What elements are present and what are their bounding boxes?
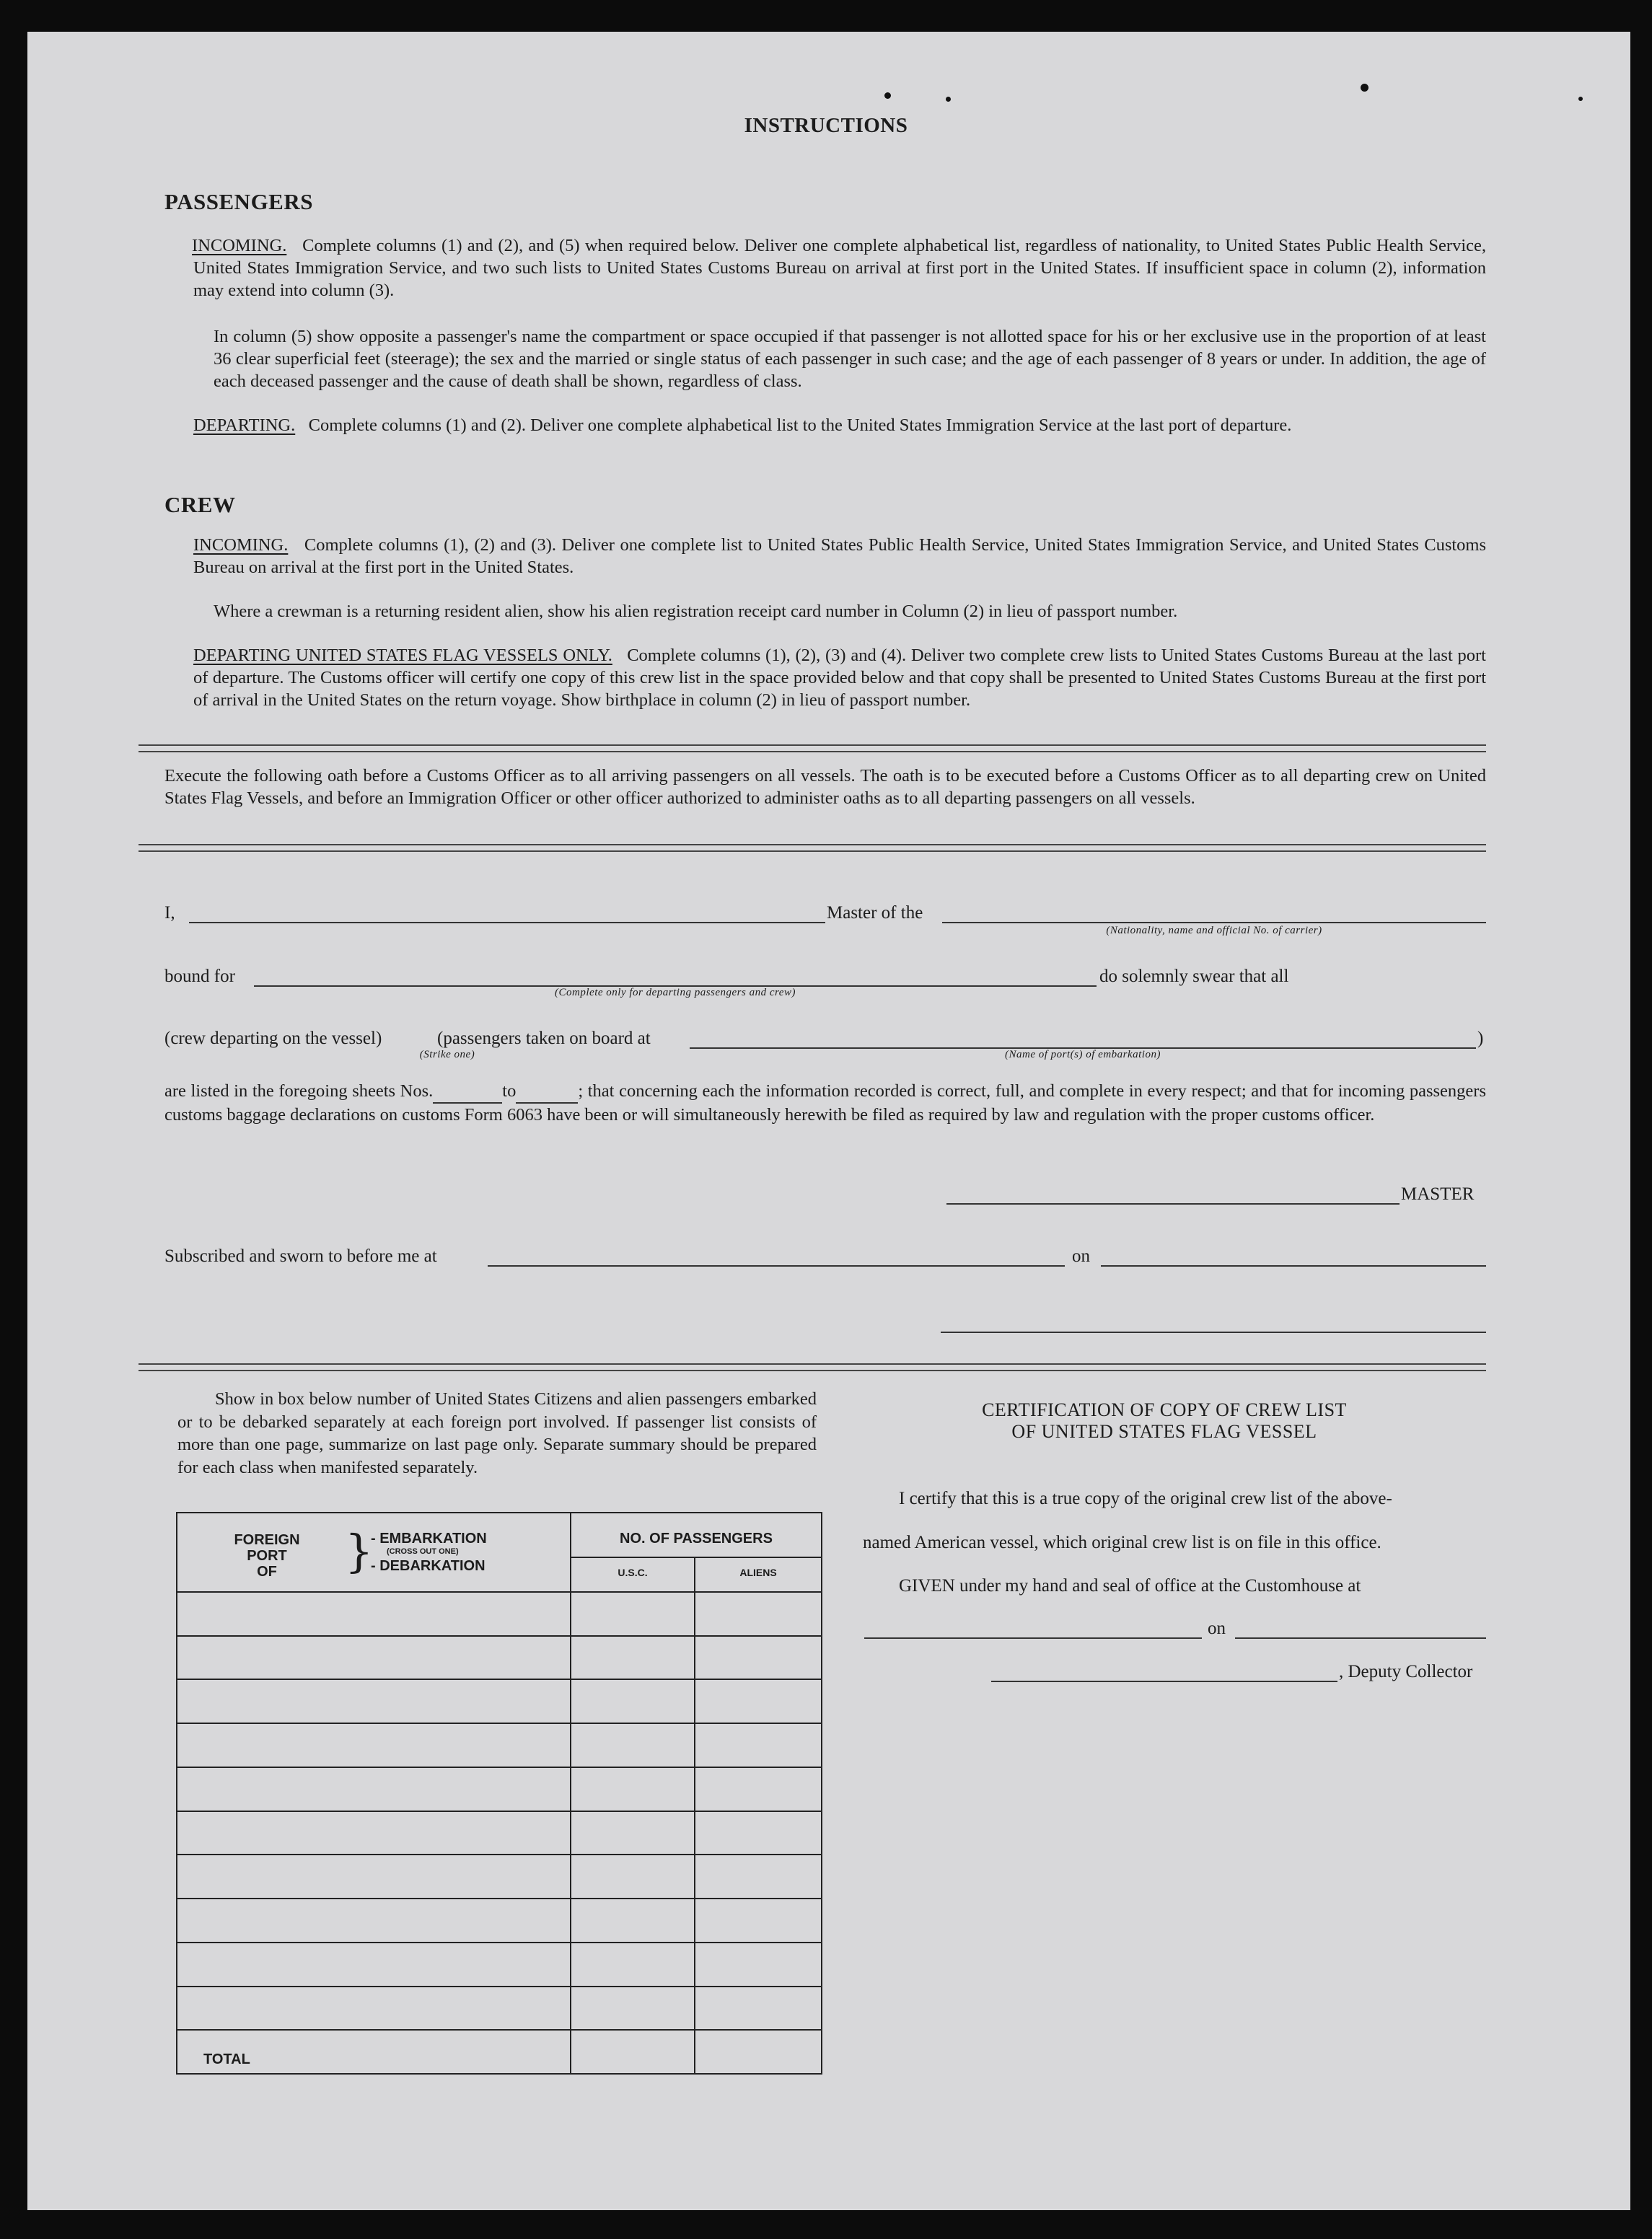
port-caption: (Name of port(s) of embarkation): [1005, 1049, 1161, 1060]
header-divider: [571, 1557, 821, 1558]
master-label: MASTER: [1401, 1184, 1475, 1204]
solemnly-swear-label: do solemnly swear that all: [1099, 967, 1289, 986]
scan-speck: [1578, 97, 1583, 101]
certification-title-line: OF UNITED STATES FLAG VESSEL: [1011, 1421, 1317, 1442]
column-divider: [570, 1513, 571, 2073]
usc-header: U.S.C.: [618, 1567, 648, 1578]
table-row[interactable]: [177, 1767, 821, 1768]
sheets-paragraph: [164, 1080, 1486, 1126]
bound-for-label: bound for: [164, 967, 235, 986]
deputy-collector-signature[interactable]: [991, 1681, 1337, 1682]
section-divider: [139, 744, 1486, 752]
passengers-incoming-text: Complete columns (1) and (2), and (5) when required below. Deliver one complete alphabetical list, regardless of nationality, to United States Public Health Service, United States Immigration Service, and two such lists to United States Customs Bureau on arrival at first port in the United States. If insufficient space in column (2), information may extend into column (3).: [193, 236, 1487, 300]
nationality-caption: (Nationality, name and official No. of carrier): [1106, 925, 1322, 936]
complete-only-caption: (Complete only for departing passengers and crew): [555, 987, 796, 998]
section-divider: [139, 844, 1486, 852]
table-row[interactable]: [177, 1854, 821, 1855]
certify-line-2: named American vessel, which original crew list is on file in this office.: [863, 1533, 1381, 1552]
crew-incoming-paragraph: [193, 534, 1486, 579]
subscribed-label: Subscribed and sworn to before me at: [164, 1246, 437, 1266]
certification-title: [843, 1399, 1486, 1443]
strike-one-caption: (Strike one): [419, 1049, 475, 1060]
close-paren: ): [1477, 1029, 1484, 1048]
sheets-to-label: to: [502, 1081, 517, 1101]
scan-speck: [946, 97, 951, 102]
officer-signature-field[interactable]: [941, 1332, 1486, 1333]
crew-departing-label: DEPARTING UNITED STATES FLAG VESSELS ONLY.: [193, 646, 612, 665]
aliens-header: ALIENS: [739, 1567, 777, 1578]
passengers-departing-text: Complete columns (1) and (2). Deliver one complete alphabetical list to the United States Immigration Service at the last port of departure.: [308, 415, 1292, 435]
table-row[interactable]: [177, 1986, 821, 1987]
crew-departing-option[interactable]: (crew departing on the vessel): [164, 1029, 382, 1048]
given-line: GIVEN under my hand and seal of office at the Customhouse at: [899, 1576, 1361, 1596]
certify-line-1: I certify that this is a true copy of the original crew list of the above-: [899, 1489, 1392, 1508]
page-title: INSTRUCTIONS: [744, 114, 908, 137]
table-row[interactable]: [177, 1898, 821, 1899]
foreign-port-line: OF: [257, 1564, 277, 1580]
master-signature-field[interactable]: [946, 1203, 1400, 1205]
sworn-on-label: on: [1072, 1246, 1090, 1266]
master-name-field[interactable]: [189, 922, 825, 923]
oath-i-label: I,: [164, 903, 175, 923]
deputy-collector-label: , Deputy Collector: [1339, 1662, 1473, 1681]
passengers-departing-label: DEPARTING.: [193, 415, 296, 435]
crew-alien-paragraph: Where a crewman is a returning resident alien, show his alien registration receipt card number in Column (2) in lieu of passport number.: [214, 602, 1178, 621]
sworn-date-field[interactable]: [1101, 1265, 1486, 1267]
sheet-from-field[interactable]: [433, 1080, 502, 1104]
debarkation-option[interactable]: - DEBARKATION: [371, 1558, 486, 1574]
certification-on-label: on: [1208, 1619, 1226, 1638]
crew-departing-text: Complete columns (1), (2), (3) and (4). Deliver two complete crew lists to United States Customs Bureau at the last port of departure. The Customs officer will certify one copy of this crew list in the space provided below and that copy shall be presented to United States Customs Bureau at the first port of arrival in the United States on the return voyage. Show birthplace in column (2) in lieu of passport number.: [193, 646, 1486, 710]
embarkation-option[interactable]: - EMBARKATION: [371, 1531, 487, 1547]
foreign-port-header: [224, 1532, 310, 1580]
sheets-rest: ; that concerning each the information recorded is correct, full, and complete in every respect; and that for incoming passengers customs baggage declarations on customs Form 6063 have been or will simultaneously herewith be filed as required by law and regulation with the proper customs officer.: [164, 1081, 1486, 1125]
customhouse-field[interactable]: [864, 1637, 1202, 1639]
passengers-heading: PASSENGERS: [164, 189, 313, 214]
certification-title-line: CERTIFICATION OF COPY OF CREW LIST: [982, 1399, 1347, 1420]
sheet-to-field[interactable]: [516, 1080, 578, 1104]
crew-heading: CREW: [164, 492, 236, 517]
master-of-the-label: Master of the: [827, 903, 923, 923]
foreign-port-line: PORT: [247, 1548, 287, 1564]
oath-instructions-paragraph: Execute the following oath before a Customs Officer as to all arriving passengers on all vessels. The oath is to be executed before a Customs Officer as to all departing crew on United States Flag Vessels, and before an Immigration Officer or other officer authorized to administer oaths as to all departing passengers on all vessels.: [164, 766, 1486, 808]
summary-instructions: Show in box below number of United States Citizens and alien passengers embarked or to be debarked separately at each foreign port involved. If passenger list consists of more than one page, summarize on last page only. Separate summary should be prepared for each class when manifested separately.: [177, 1389, 817, 1477]
scan-speck: [884, 92, 891, 99]
table-row[interactable]: [177, 1679, 821, 1680]
carrier-field[interactable]: [942, 922, 1486, 923]
scan-speck: [1361, 84, 1368, 92]
passengers-departing-paragraph: [193, 414, 1486, 436]
table-row[interactable]: [177, 1591, 821, 1593]
total-label: TOTAL: [203, 2051, 250, 2067]
foreign-port-line: FOREIGN: [234, 1532, 300, 1548]
sworn-at-field[interactable]: [488, 1265, 1065, 1267]
no-of-passengers-header: NO. OF PASSENGERS: [620, 1531, 773, 1547]
table-row[interactable]: [177, 1723, 821, 1724]
crew-departing-paragraph: [193, 644, 1486, 711]
crew-incoming-text: Complete columns (1), (2) and (3). Deliver one complete list to United States Public Health Service, United States Immigration Service, and United States Customs Bureau on arrival at the first port in the United States.: [193, 535, 1487, 577]
certification-date-field[interactable]: [1235, 1637, 1486, 1639]
brace-icon: }: [345, 1525, 374, 1578]
passengers-incoming-label: INCOMING.: [192, 236, 287, 255]
passenger-summary-table: [176, 1512, 822, 2075]
table-row[interactable]: [177, 1942, 821, 1943]
table-row[interactable]: [177, 2029, 821, 2031]
table-row[interactable]: [177, 1811, 821, 1812]
cross-out-note: (CROSS OUT ONE): [387, 1547, 459, 1556]
passengers-taken-option[interactable]: (passengers taken on board at: [437, 1029, 651, 1048]
section-divider: [139, 1363, 1486, 1371]
crew-incoming-label: INCOMING.: [193, 535, 289, 555]
table-row[interactable]: [177, 1635, 821, 1637]
passengers-incoming-paragraph: [193, 234, 1486, 302]
passengers-column5-paragraph: In column (5) show opposite a passenger's name the compartment or space occupied if that passenger is not allotted space for his or her exclusive use in the proportion of at least 36 clear superficial feet (steerage); the sex and the married or single status of each passenger in such case; and the age of each passenger of 8 years or under. In addition, the age of each deceased passenger and the cause of death shall be shown, regardless of class.: [214, 327, 1486, 391]
sheets-prefix: are listed in the foregoing sheets Nos.: [164, 1081, 434, 1101]
